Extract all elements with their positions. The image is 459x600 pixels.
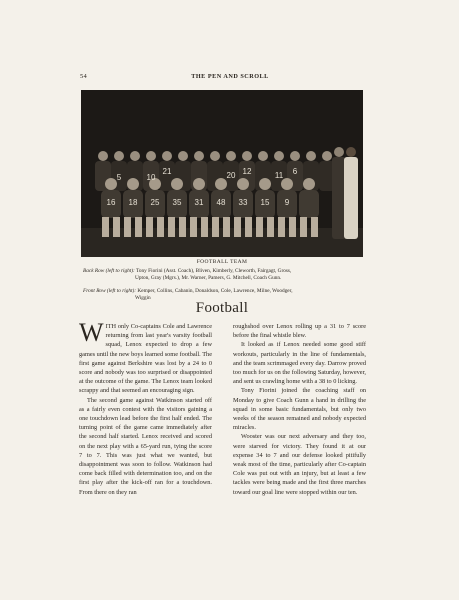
running-head [80,73,380,83]
team-photo [81,90,363,257]
back-row-names-line2: Upton, Gray (Mgrs.), Mr. Warner, Pamers, G. Mitchell, Coach Gunn. [135,274,282,281]
jersey-number: 16 [106,198,116,207]
team-photo-image [81,90,363,257]
paragraph-1 [79,318,212,396]
paragraph-4: It looked as if Lenox needed some good stiff workouts, particularly in the line of fundamentals, and the team scrimmaged every day. Darrow proved too much for us on the following Saturday, however, and sent us crawling home with a 38 to 0 licking. [233,341,366,386]
paragraph-1-text: ITH only Co-captains Cole and Lawrence returning from last year's varsity football squad, Lenox expected to drop a few games until the new boys learned some football. The first game against Berkshire was lost by a 24 to 0 score and nobody was too surprised or disappointed at the outcome of the game. The Lenox team looked scrappy and that seemed an encouraging sign. [79,323,212,395]
page-number: 54 [80,73,88,80]
drop-cap: W [79,318,104,347]
paragraph-2: The second game against Watkinson started off as a fairly even contest with the visitors gaining a one touchdown lead before the first half ended. The turning point of the game came immediately after the second half started. Lenox received and scored on the next play with a 65-yard run, tying the score 7 to 7. This was just what we wanted, but disappointment was soon to follow. Watkinson had come back filled with determination too, and on the first play after the kick-off ran for a touchdown. From there on they ran [79,396,212,496]
jersey-number: 31 [194,198,204,207]
back-row-names-line1: Tony Fiorini (Asst. Coach), Bliven, Kimberly, Cleworth, Fairgagt, Gross, [136,268,292,274]
coach-figure [344,147,358,239]
article-title: Football [195,300,249,316]
jersey-number: 21 [162,167,172,176]
article-column-right [233,322,366,497]
jersey-number: 10 [146,173,156,182]
caption-back-row [83,268,365,281]
jersey-number: 48 [216,198,226,207]
jersey-number: 11 [274,171,284,180]
paragraph-5: Tony Fiorini joined the coaching staff on Monday to give Coach Gunn a hand in drilling the squad in some basic fundamentals, but only two weeks of the season remained and nobody expected miracles. [233,387,366,432]
jersey-number: 35 [172,198,182,207]
caption-title: FOOTBALL TEAM [196,259,248,265]
front-row-label: Front Row (left to right): [83,288,137,294]
jersey-number: 12 [242,167,252,176]
jersey-number: 33 [238,198,248,207]
jersey-number: 25 [150,198,160,207]
article-column-left [79,318,212,497]
paragraph-3: roughshod over Lenox rolling up a 31 to 7 score before the final whistle blew. [233,323,366,340]
back-row-label: Back Row (left to right): [83,268,135,274]
jersey-number: 9 [284,198,290,207]
paragraph-6: Wooster was our next adversary and they too, were starved for victory. They found it at our expense 34 to 7 and our defense looked pitifully weak most of the time, particularly after Co-captain Cole was put out with an injury, but at least a few tackles were being made and the first three marches toward our goal line were stopped within our ten. [233,433,366,496]
coach-figure [332,147,346,239]
jersey-number: 15 [260,198,270,207]
jersey-number: 5 [116,173,122,182]
journal-title: THE PEN AND SCROLL [191,73,269,80]
jersey-number: 18 [128,198,138,207]
front-row-names-line1: Kemper, Collins, Cabanin, Donaldson, Cole, Lawrence, Milne, Woodger, [137,288,293,294]
jersey-number: 6 [292,167,298,176]
jersey-number: 20 [226,171,236,180]
front-row-names-line2: Wiggin [135,294,151,301]
